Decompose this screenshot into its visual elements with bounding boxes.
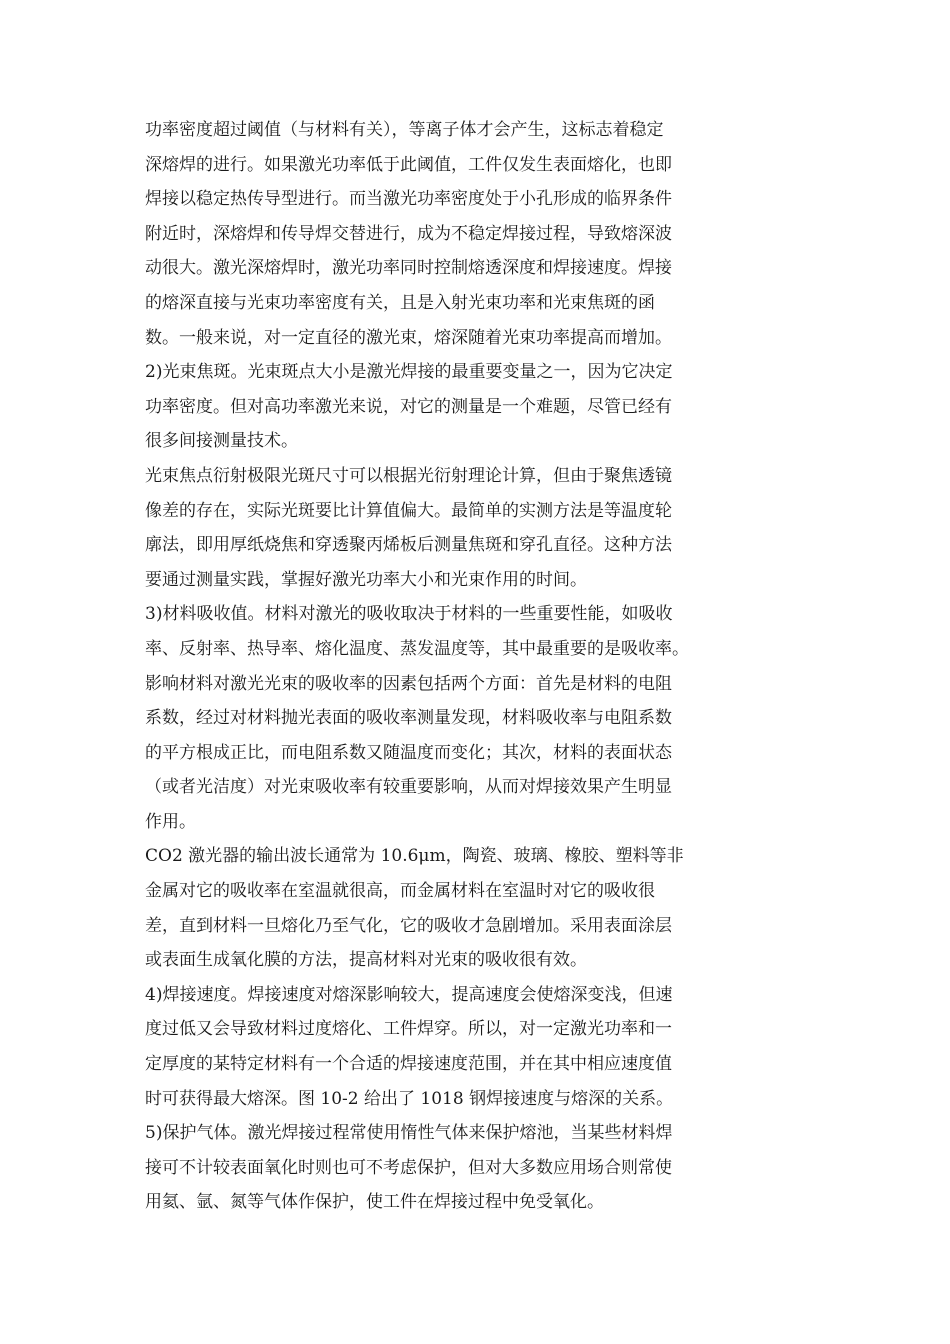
text-line: 用氦、氩、氮等气体作保护，使工件在焊接过程中免受氧化。 — [145, 1192, 604, 1213]
text-line: 功率密度。但对高功率激光来说，对它的测量是一个难题，尽管已经有 — [145, 396, 672, 417]
text-line: 廓法，即用厚纸烧焦和穿透聚丙烯板后测量焦斑和穿孔直径。这种方法 — [145, 535, 672, 556]
text-line: 很多间接测量技术。 — [145, 431, 298, 452]
text-line: 接可不计较表面氧化时则也可不考虑保护，但对大多数应用场合则常使 — [145, 1157, 672, 1178]
text-line: 的平方根成正比，而电阻系数又随温度而变化；其次，材料的表面状态 — [145, 742, 672, 763]
text-line: 附近时，深熔焊和传导焊交替进行，成为不稳定焊接过程，导致熔深波 — [145, 223, 672, 244]
text-line: 焊接以稳定热传导型进行。而当激光功率密度处于小孔形成的临界条件 — [145, 189, 672, 210]
text-line: CO2 激光器的输出波长通常为 10.6μm，陶瓷、玻璃、橡胶、塑料等非 — [145, 846, 684, 867]
text-line: 数。一般来说，对一定直径的激光束，熔深随着光束功率提高而增加。 — [145, 327, 672, 348]
text-line: 影响材料对激光光束的吸收率的因素包括两个方面：首先是材料的电阻 — [145, 673, 672, 694]
text-line: 系数，经过对材料抛光表面的吸收率测量发现，材料吸收率与电阻系数 — [145, 708, 672, 729]
text-line: 定厚度的某特定材料有一个合适的焊接速度范围，并在其中相应速度值 — [145, 1054, 672, 1075]
text-line: 光束焦点衍射极限光斑尺寸可以根据光衍射理论计算，但由于聚焦透镜 — [145, 465, 672, 486]
text-line: 率、反射率、热导率、熔化温度、蒸发温度等，其中最重要的是吸收率。 — [145, 638, 689, 659]
text-line: （或者光洁度）对光束吸收率有较重要影响，从而对焊接效果产生明显 — [145, 777, 672, 798]
text-line: 要通过测量实践，掌握好激光功率大小和光束作用的时间。 — [145, 569, 587, 590]
text-line: 度过低又会导致材料过度熔化、工件焊穿。所以，对一定激光功率和一 — [145, 1019, 672, 1040]
text-line: 的熔深直接与光束功率密度有关，且是入射光束功率和光束焦斑的函 — [145, 292, 655, 313]
text-line: 像差的存在，实际光斑要比计算值偏大。最简单的实测方法是等温度轮 — [145, 500, 672, 521]
body-text — [145, 113, 745, 1220]
text-line: 金属对它的吸收率在室温就很高，而金属材料在室温时对它的吸收很 — [145, 881, 655, 902]
text-line: 3)材料吸收值。材料对激光的吸收取决于材料的一些重要性能，如吸收 — [145, 604, 673, 625]
text-line: 差，直到材料一旦熔化乃至气化，它的吸收才急剧增加。采用表面涂层 — [145, 915, 672, 936]
text-line: 或表面生成氧化膜的方法，提高材料对光束的吸收很有效。 — [145, 950, 587, 971]
text-line: 动很大。激光深熔焊时，激光功率同时控制熔透深度和焊接速度。焊接 — [145, 258, 672, 279]
text-line: 时可获得最大熔深。图 10-2 给出了 1018 钢焊接速度与熔深的关系。 — [145, 1088, 674, 1109]
text-line: 5)保护气体。激光焊接过程常使用惰性气体来保护熔池，当某些材料焊 — [145, 1123, 673, 1144]
text-line: 作用。 — [145, 811, 196, 832]
text-line: 2)光束焦斑。光束斑点大小是激光焊接的最重要变量之一，因为它决定 — [145, 362, 673, 383]
text-line: 功率密度超过阈值（与材料有关），等离子体才会产生，这标志着稳定 — [145, 120, 664, 140]
text-line: 深熔焊的进行。如果激光功率低于此阈值，工件仅发生表面熔化，也即 — [145, 154, 672, 175]
text-line: 4)焊接速度。焊接速度对熔深影响较大，提高速度会使熔深变浅，但速 — [145, 984, 673, 1005]
